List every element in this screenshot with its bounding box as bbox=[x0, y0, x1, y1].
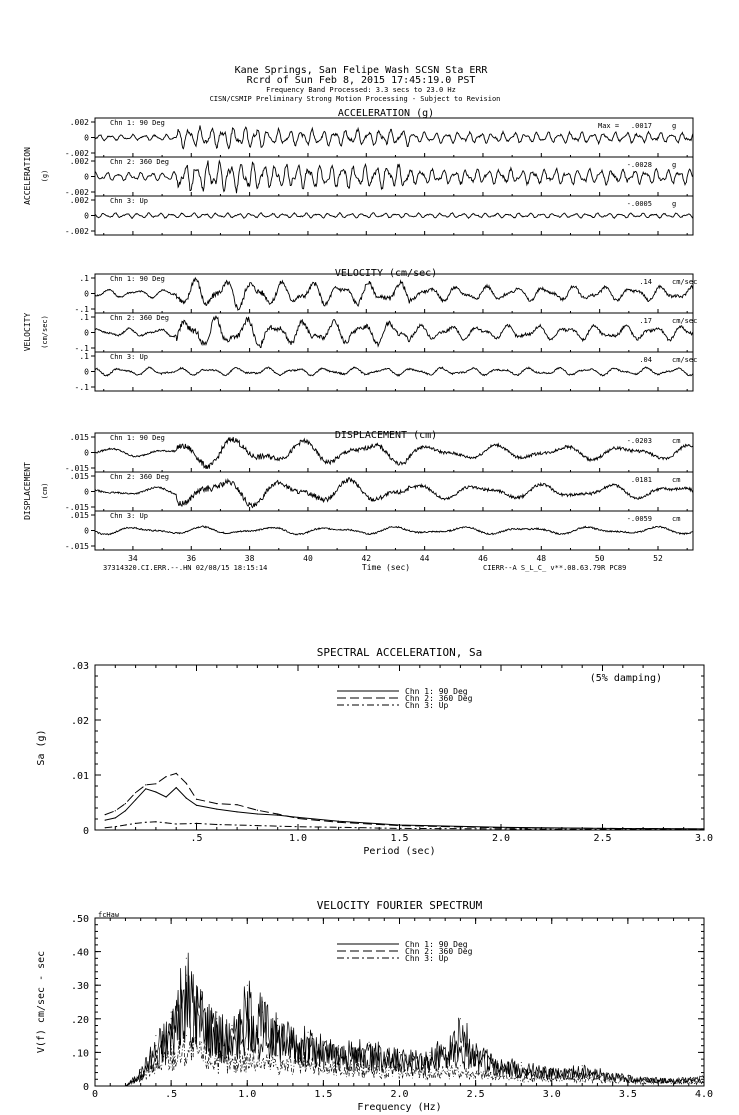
sa-point-1 bbox=[500, 827, 501, 828]
ts-y-tick-label: 0 bbox=[84, 328, 89, 338]
ts-channel-name: Chn 1: 90 Deg bbox=[110, 119, 165, 127]
sa-point-0 bbox=[176, 787, 177, 788]
sa-point-1 bbox=[105, 814, 106, 815]
ts-y-tick-label: 0 bbox=[84, 172, 89, 182]
ts-x-tick-label: 50 bbox=[594, 554, 605, 563]
sa-point-0 bbox=[216, 809, 217, 810]
fs-point-2 bbox=[186, 1035, 187, 1036]
ts-trace-1-0 bbox=[95, 278, 693, 310]
ts-y-tick-label: .002 bbox=[69, 157, 89, 166]
fs-point-2 bbox=[308, 1059, 309, 1060]
fs-point-1 bbox=[277, 1025, 278, 1026]
ts-y-tick-label: -.1 bbox=[74, 305, 89, 314]
fs-point-1 bbox=[430, 1052, 431, 1053]
fs-point-2 bbox=[627, 1079, 628, 1080]
ts-y-tick-label: -.015 bbox=[64, 542, 89, 551]
ts-trace-2-0 bbox=[95, 437, 693, 469]
fs-point-0 bbox=[262, 1002, 263, 1003]
sa-point-0 bbox=[135, 799, 136, 800]
chart-x-tick-label: 3.0 bbox=[542, 1089, 561, 1100]
chart-y-tick-label: .01 bbox=[70, 771, 89, 782]
fs-point-1 bbox=[247, 998, 248, 999]
chart-x-tick-label: 3.0 bbox=[694, 833, 714, 844]
sa-point-1 bbox=[166, 776, 167, 777]
sa-point-1 bbox=[176, 773, 177, 774]
fs-point-1 bbox=[399, 1052, 400, 1053]
fs-point-1 bbox=[216, 1018, 217, 1019]
ts-y-tick-label: .002 bbox=[69, 196, 89, 205]
fs-point-2 bbox=[277, 1055, 278, 1056]
ts-y-tick-label: .1 bbox=[79, 352, 89, 361]
fs-point-0 bbox=[201, 991, 202, 992]
fs-point-0 bbox=[308, 1032, 309, 1033]
fs-point-0 bbox=[582, 1065, 583, 1066]
legend-label-1: Chn 2: 360 Deg bbox=[405, 694, 473, 703]
ts-y-tick-label: -.015 bbox=[64, 503, 89, 512]
fs-point-1 bbox=[201, 998, 202, 999]
sa-point-0 bbox=[125, 810, 126, 811]
sa-point-2 bbox=[196, 823, 197, 824]
sa-series-1 bbox=[105, 773, 704, 829]
chart-frame bbox=[95, 665, 704, 830]
fs-point-2 bbox=[551, 1075, 552, 1076]
sa-point-1 bbox=[125, 803, 126, 804]
sa-point-1 bbox=[237, 804, 238, 805]
sa-point-1 bbox=[186, 783, 187, 784]
chart-y-tick-label: .40 bbox=[70, 947, 89, 959]
sa-point-0 bbox=[155, 791, 156, 792]
ts-y-tick-label: 0 bbox=[84, 289, 89, 299]
chart-y-tick-label: .10 bbox=[70, 1048, 89, 1060]
ts-max-value: .14 bbox=[639, 278, 652, 286]
ts-x-tick-label: 34 bbox=[128, 554, 138, 563]
ts-channel-name: Chn 1: 90 Deg bbox=[110, 434, 165, 442]
ts-y-tick-label: 0 bbox=[84, 526, 89, 536]
ts-y-tick-label: -.1 bbox=[74, 383, 89, 392]
ts-y-tick-label: -.002 bbox=[64, 149, 89, 158]
chart-title: VELOCITY FOURIER SPECTRUM bbox=[316, 899, 483, 912]
header-line-3: Frequency Band Processed: 3.3 secs to 23.0 Hz bbox=[266, 86, 456, 94]
ts-y-tick-label: -.002 bbox=[64, 227, 89, 236]
sa-point-2 bbox=[125, 824, 126, 825]
sa-point-2 bbox=[105, 827, 106, 828]
ts-trace-2-2 bbox=[95, 526, 693, 535]
sa-point-1 bbox=[277, 813, 278, 814]
ts-max-unit: cm/sec bbox=[672, 317, 698, 325]
fs-point-0 bbox=[155, 1035, 156, 1036]
ts-panel-ylabel: DISPLACEMENT bbox=[23, 462, 32, 520]
ts-max-value: -.0028 bbox=[626, 161, 652, 169]
sa-point-2 bbox=[216, 824, 217, 825]
ts-channel-frame bbox=[95, 352, 693, 391]
velocity-fourier-spectrum-chart bbox=[36, 899, 713, 1113]
fs-point-2 bbox=[460, 1065, 461, 1066]
sa-point-1 bbox=[257, 810, 258, 811]
ts-x-tick-label: 48 bbox=[536, 554, 547, 563]
sa-point-2 bbox=[703, 829, 704, 830]
fs-point-1 bbox=[232, 1028, 233, 1029]
chart-x-tick-label: 1.0 bbox=[238, 1089, 257, 1100]
sa-point-1 bbox=[216, 803, 217, 804]
fs-point-0 bbox=[704, 1075, 705, 1076]
sa-point-2 bbox=[500, 828, 501, 829]
fs-point-1 bbox=[171, 1018, 172, 1019]
fs-point-0 bbox=[232, 1025, 233, 1026]
fs-point-0 bbox=[216, 1012, 217, 1013]
chart-xlabel: Frequency (Hz) bbox=[357, 1102, 442, 1113]
sa-point-0 bbox=[257, 813, 258, 814]
chart-x-tick-label: 3.5 bbox=[618, 1089, 637, 1100]
fs-point-1 bbox=[369, 1045, 370, 1046]
ts-panel-0 bbox=[23, 108, 693, 236]
sa-series-0 bbox=[105, 788, 704, 829]
ts-max-unit: cm/sec bbox=[672, 356, 698, 364]
ts-max-value: .0017 bbox=[630, 122, 652, 130]
legend-label-0: Chn 1: 90 Deg bbox=[405, 687, 468, 696]
ts-panel-ylabel: VELOCITY bbox=[23, 312, 32, 352]
sa-point-1 bbox=[196, 799, 197, 800]
ts-trace-0-2 bbox=[95, 213, 693, 219]
chart-x-tick-label: 2.5 bbox=[466, 1089, 485, 1100]
chart-title: SPECTRAL ACCELERATION, Sa bbox=[316, 646, 483, 659]
ts-channel-name: Chn 2: 360 Deg bbox=[110, 158, 170, 166]
sa-point-2 bbox=[602, 829, 603, 830]
ts-x-tick-label: 36 bbox=[186, 554, 197, 563]
ts-channel-name: Chn 1: 90 Deg bbox=[110, 275, 165, 283]
fs-point-0 bbox=[369, 1042, 370, 1043]
ts-max-unit: g bbox=[672, 161, 677, 169]
header-line-2: Rcrd of Sun Feb 8, 2015 17:45:19.0 PST bbox=[246, 75, 476, 86]
ts-footer-right: CIERR--A S_L_C_ v**.08.63.79R PC89 bbox=[483, 564, 627, 572]
ts-y-tick-label: -.015 bbox=[64, 464, 89, 473]
sa-point-0 bbox=[338, 821, 339, 822]
ts-panel-unit: (cm) bbox=[41, 482, 49, 500]
ts-y-tick-label: .015 bbox=[69, 511, 89, 520]
ts-y-tick-label: .1 bbox=[79, 274, 89, 283]
sa-point-1 bbox=[602, 828, 603, 829]
fs-point-1 bbox=[186, 975, 187, 976]
fs-point-2 bbox=[232, 1055, 233, 1056]
ts-max-value: .0181 bbox=[630, 476, 652, 484]
ts-y-tick-label: 0 bbox=[84, 487, 89, 497]
fs-point-0 bbox=[247, 985, 248, 986]
sa-point-0 bbox=[186, 798, 187, 799]
chart-x-tick-label: 1.0 bbox=[288, 833, 308, 844]
fs-point-0 bbox=[140, 1069, 141, 1070]
chart-y-tick-label: .03 bbox=[70, 661, 89, 672]
fs-point-0 bbox=[521, 1065, 522, 1066]
chart-ylabel: Sa (g) bbox=[36, 729, 47, 766]
sa-point-0 bbox=[115, 817, 116, 818]
chart-x-tick-label: 2.0 bbox=[491, 833, 511, 844]
fs-point-1 bbox=[551, 1069, 552, 1070]
fs-point-2 bbox=[171, 1045, 172, 1046]
sa-point-0 bbox=[166, 796, 167, 797]
ts-trace-1-2 bbox=[95, 367, 693, 376]
fs-point-1 bbox=[490, 1055, 491, 1056]
ts-panel-2 bbox=[23, 430, 693, 551]
ts-y-tick-label: 0 bbox=[84, 211, 89, 221]
sa-point-0 bbox=[145, 788, 146, 789]
fs-point-1 bbox=[262, 1012, 263, 1013]
fs-point-1 bbox=[140, 1072, 141, 1073]
ts-x-tick-label: 44 bbox=[419, 554, 430, 563]
fs-point-2 bbox=[704, 1082, 705, 1083]
chart-x-tick-label: .5 bbox=[190, 833, 203, 844]
sa-point-1 bbox=[145, 784, 146, 785]
ts-x-tick-label: 42 bbox=[361, 554, 372, 563]
ts-y-tick-label: .002 bbox=[69, 118, 89, 127]
fs-point-2 bbox=[338, 1062, 339, 1063]
ts-max-value: .04 bbox=[639, 356, 652, 364]
ts-y-tick-label: 0 bbox=[84, 367, 89, 377]
ts-channel-frame bbox=[95, 157, 693, 196]
ts-channel-frame bbox=[95, 313, 693, 352]
sa-point-1 bbox=[338, 822, 339, 823]
fs-point-1 bbox=[155, 1045, 156, 1046]
ts-max-value: -.0005 bbox=[626, 200, 652, 208]
time-series-panels bbox=[23, 108, 697, 563]
sa-point-1 bbox=[155, 783, 156, 784]
fs-point-2 bbox=[155, 1059, 156, 1060]
ts-panel-1 bbox=[23, 268, 697, 392]
ts-x-tick-label: 46 bbox=[478, 554, 488, 563]
ts-max-unit: g bbox=[672, 200, 677, 208]
fs-point-0 bbox=[430, 1055, 431, 1056]
fs-point-2 bbox=[490, 1072, 491, 1073]
ts-x-tick-label: 52 bbox=[653, 554, 663, 563]
fs-point-0 bbox=[277, 1018, 278, 1019]
chart-y-tick-label: .30 bbox=[70, 981, 89, 993]
ts-y-tick-label: .015 bbox=[69, 472, 89, 481]
sa-point-2 bbox=[135, 823, 136, 824]
ts-x-tick-label: 38 bbox=[244, 554, 255, 563]
ts-y-tick-label: -.002 bbox=[64, 188, 89, 197]
chart-y-tick-label: 0 bbox=[82, 1082, 89, 1093]
fs-point-1 bbox=[704, 1079, 705, 1080]
spectral-acceleration-chart bbox=[36, 646, 713, 857]
fs-point-1 bbox=[308, 1039, 309, 1040]
fs-point-2 bbox=[140, 1075, 141, 1076]
chart-x-tick-label: 2.0 bbox=[390, 1089, 409, 1100]
ts-max-unit: cm bbox=[672, 476, 681, 484]
fs-point-1 bbox=[521, 1062, 522, 1063]
ts-max-value: -.0203 bbox=[626, 437, 652, 445]
ts-x-tick-label: 40 bbox=[303, 554, 313, 563]
ts-max-value: -.0059 bbox=[626, 515, 652, 523]
ts-channel-name: Chn 3: Up bbox=[110, 512, 148, 520]
sa-point-0 bbox=[237, 811, 238, 812]
chart-ylabel: V(f) cm/sec - sec bbox=[36, 950, 47, 1054]
sa-point-2 bbox=[145, 822, 146, 823]
fs-point-1 bbox=[673, 1079, 674, 1080]
chart-y-tick-label: 0 bbox=[82, 826, 89, 837]
fs-point-1 bbox=[338, 1049, 339, 1050]
sa-point-2 bbox=[115, 826, 116, 827]
ts-y-tick-label: .1 bbox=[79, 313, 89, 322]
fs-point-2 bbox=[399, 1065, 400, 1066]
ts-y-tick-label: 0 bbox=[84, 448, 89, 458]
ts-channel-name: Chn 3: Up bbox=[110, 353, 148, 361]
sa-point-1 bbox=[399, 825, 400, 826]
sa-point-2 bbox=[257, 825, 258, 826]
fs-point-0 bbox=[171, 1012, 172, 1013]
chart-annotation: (5% damping) bbox=[589, 673, 662, 684]
sa-point-1 bbox=[297, 818, 298, 819]
sa-point-0 bbox=[277, 815, 278, 816]
chart-x-tick-label: .5 bbox=[165, 1089, 178, 1100]
fs-point-2 bbox=[247, 1049, 248, 1050]
ts-max-unit: cm/sec bbox=[672, 278, 698, 286]
sa-point-2 bbox=[155, 821, 156, 822]
ts-panel-title: ACCELERATION (g) bbox=[337, 108, 435, 119]
chart-y-tick-label: .20 bbox=[70, 1014, 89, 1026]
legend-label-2: Chn 3: Up bbox=[405, 701, 449, 710]
ts-panel-unit: (cm/sec) bbox=[41, 315, 49, 349]
header-line-1: Kane Springs, San Felipe Wash SCSN Sta ERR bbox=[234, 65, 488, 76]
ts-panel-title: VELOCITY (cm/sec) bbox=[334, 268, 438, 279]
header-line-4: CISN/CSMIP Preliminary Strong Motion Processing - Subject to Revision bbox=[209, 95, 501, 103]
sa-point-2 bbox=[399, 828, 400, 829]
ts-max-label: Max = bbox=[598, 122, 620, 130]
ts-channel-name: Chn 2: 360 Deg bbox=[110, 473, 170, 481]
ts-channel-name: Chn 2: 360 Deg bbox=[110, 314, 170, 322]
ts-y-tick-label: .015 bbox=[69, 433, 89, 442]
legend-label-0: Chn 1: 90 Deg bbox=[405, 940, 468, 949]
ts-max-value: .17 bbox=[639, 317, 652, 325]
chart-y-tick-label: .02 bbox=[70, 716, 89, 727]
legend-label-2: Chn 3: Up bbox=[405, 954, 449, 963]
ts-y-tick-label: 0 bbox=[84, 133, 89, 143]
ts-xlabel: Time (sec) bbox=[361, 563, 411, 572]
chart-xlabel: Period (sec) bbox=[363, 846, 436, 857]
ts-max-unit: cm bbox=[672, 437, 681, 445]
fs-point-2 bbox=[125, 1086, 126, 1087]
chart-x-tick-label: 0 bbox=[91, 1089, 99, 1100]
ts-max-unit: g bbox=[672, 122, 677, 130]
fs-point-1 bbox=[460, 1018, 461, 1019]
fs-point-1 bbox=[627, 1075, 628, 1076]
sa-point-2 bbox=[338, 827, 339, 828]
ts-trace-0-1 bbox=[95, 161, 693, 194]
ts-panel-title: DISPLACEMENT (cm) bbox=[334, 430, 438, 441]
chart-y-tick-label: .50 bbox=[70, 914, 89, 925]
fs-point-2 bbox=[201, 1042, 202, 1043]
chart-x-tick-label: 1.5 bbox=[314, 1089, 333, 1100]
ts-channel-name: Chn 3: Up bbox=[110, 197, 148, 205]
ts-footer-left: 37314320.CI.ERR.--.HN 02/08/15 18:15:14 bbox=[103, 564, 268, 572]
ts-y-tick-label: -.1 bbox=[74, 344, 89, 353]
chart-x-tick-label: 2.5 bbox=[593, 833, 612, 844]
chart-x-tick-label: 4.0 bbox=[694, 1089, 714, 1100]
fs-point-0 bbox=[338, 1045, 339, 1046]
sa-point-0 bbox=[105, 820, 106, 821]
fs-point-2 bbox=[216, 1052, 217, 1053]
legend-label-1: Chn 2: 360 Deg bbox=[405, 947, 473, 956]
ts-trace-1-1 bbox=[95, 316, 693, 348]
sa-point-2 bbox=[166, 822, 167, 823]
sa-point-2 bbox=[176, 823, 177, 824]
sa-point-2 bbox=[297, 826, 298, 827]
sa-point-0 bbox=[297, 817, 298, 818]
ts-max-unit: cm bbox=[672, 515, 681, 523]
sa-point-1 bbox=[135, 792, 136, 793]
ts-panel-unit: (g) bbox=[41, 169, 49, 183]
chart-x-tick-label: 1.5 bbox=[390, 833, 409, 844]
fs-point-0 bbox=[186, 958, 187, 959]
fs-point-2 bbox=[521, 1075, 522, 1076]
chart-annotation: fcHaw bbox=[98, 911, 120, 919]
sa-point-0 bbox=[196, 805, 197, 806]
fs-point-1 bbox=[582, 1069, 583, 1070]
sa-point-1 bbox=[115, 810, 116, 811]
fs-point-2 bbox=[369, 1065, 370, 1066]
ts-trace-2-1 bbox=[95, 478, 693, 508]
fs-point-2 bbox=[430, 1069, 431, 1070]
ts-panel-ylabel: ACCELERATION bbox=[23, 147, 32, 205]
